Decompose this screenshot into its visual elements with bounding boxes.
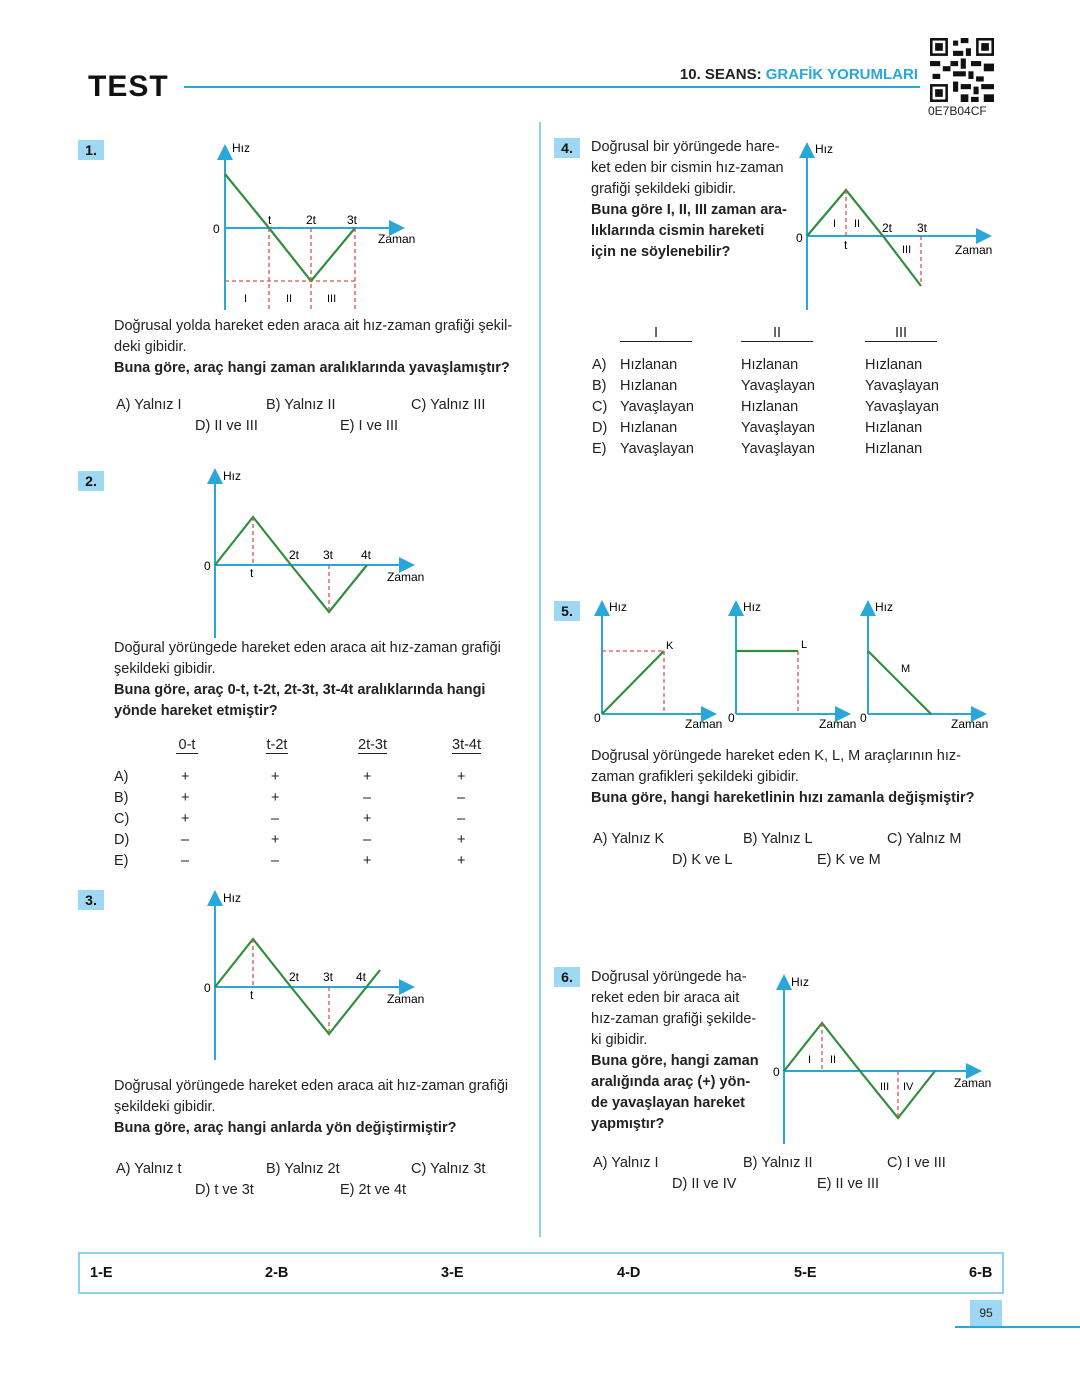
test-title: TEST	[88, 70, 169, 103]
graph-label-m: M	[901, 663, 911, 675]
tick-t: t	[250, 566, 254, 580]
option-cell: Yavaşlayan	[620, 440, 694, 457]
interval-I: I	[244, 293, 248, 305]
title-rule	[184, 86, 920, 88]
q6-option-d[interactable]: D) II ve IV	[672, 1176, 737, 1192]
q6-option-a[interactable]: A) Yalnız I	[593, 1155, 659, 1171]
option-cell: –	[363, 831, 372, 848]
axis-label-hiz: Hız	[791, 975, 809, 989]
option-cell: –	[181, 831, 190, 848]
answer-5: 5-E	[794, 1265, 817, 1281]
question-5-graphs	[585, 598, 995, 733]
question-6-number: 6.	[554, 967, 580, 987]
option-row[interactable]	[114, 808, 512, 829]
q1-option-e[interactable]: E) I ve III	[340, 418, 399, 434]
axis-label-zaman: Zaman	[387, 992, 425, 1006]
option-cell: –	[363, 789, 372, 806]
column-header-cell	[620, 323, 741, 354]
q6-option-b[interactable]: B) Yalnız II	[743, 1155, 813, 1171]
column-header-cell	[420, 735, 512, 766]
option-label[interactable]: A)	[114, 768, 129, 785]
m-axis-label-zaman: Zaman	[951, 717, 989, 731]
option-cell: +	[457, 768, 466, 785]
axis-label-hiz: Hız	[232, 141, 250, 155]
question-5-number: 5.	[554, 601, 580, 621]
option-cell: +	[181, 789, 190, 806]
option-cell: –	[457, 789, 466, 806]
option-label[interactable]: D)	[114, 831, 130, 848]
q1-option-a[interactable]: A) Yalnız I	[116, 397, 182, 413]
question-2-options-table	[114, 735, 512, 871]
l-axis-label-hiz: Hız	[743, 600, 761, 614]
option-row[interactable]	[592, 375, 975, 396]
tick-t: t	[844, 238, 848, 252]
l-axis-origin: 0	[728, 711, 735, 725]
option-cell: –	[271, 810, 280, 827]
option-cell: Yavaşlayan	[741, 419, 815, 436]
interval-II: II	[286, 293, 293, 305]
axis-origin: 0	[204, 981, 211, 995]
answer-2: 2-B	[265, 1265, 289, 1281]
q3-option-d[interactable]: D) t ve 3t	[195, 1182, 254, 1198]
q1-option-b[interactable]: B) Yalnız II	[266, 397, 336, 413]
question-1-graph	[205, 138, 425, 313]
q3-option-b[interactable]: B) Yalnız 2t	[266, 1161, 340, 1177]
question-3-number: 3.	[78, 890, 104, 910]
option-cell: Hızlanan	[620, 419, 678, 436]
axis-origin: 0	[796, 231, 803, 245]
option-cell: Hızlanan	[620, 356, 678, 373]
question-1-number: 1.	[78, 140, 104, 160]
question-6-text: Doğrusal yörüngede ha- reket eden bir araca ait hız-zaman grafiği şekilde- ki gibidir. Buna göre, hangi zaman aralığında araç (+) yön- de yavaşlayan hareket yapmıştır?	[591, 969, 759, 1132]
q6-option-c[interactable]: C) I ve III	[887, 1155, 946, 1171]
m-axis-origin: 0	[860, 711, 867, 725]
axis-origin: 0	[773, 1065, 780, 1079]
answer-key-box	[78, 1252, 1004, 1294]
question-5-text: Doğrusal yörüngede hareket eden K, L, M araçlarının hız- zaman grafikleri şekildeki gibidir. Buna göre, hangi hareketlinin hızı zamanla değişmiştir?	[591, 748, 975, 806]
question-3-text: Doğrusal yörüngede hareket eden araca ait hız-zaman grafiği şekildeki gibidir. Buna göre, araç hangi anlarda yön değiştirmiştir?	[114, 1078, 509, 1136]
interval-I: I	[808, 1054, 812, 1066]
q3-option-a[interactable]: A) Yalnız t	[116, 1161, 182, 1177]
column-divider	[539, 122, 541, 1237]
option-label[interactable]: E)	[592, 440, 607, 457]
question-2-text: Doğural yörüngede hareket eden araca ait hız-zaman grafiği şekildeki gibidir. Buna göre, araç 0-t, t-2t, 2t-3t, 3t-4t aralıklarında hangi yönde hareket etmiştir?	[114, 640, 501, 719]
interval-III: III	[327, 293, 337, 305]
k-axis-label-hiz: Hız	[609, 600, 627, 614]
table-corner	[114, 735, 144, 766]
axis-label-zaman: Zaman	[378, 232, 416, 246]
option-cell: +	[363, 810, 372, 827]
q5-option-b[interactable]: B) Yalnız L	[743, 831, 813, 847]
answer-6: 6-B	[969, 1265, 993, 1281]
m-axis-label-hiz: Hız	[875, 600, 893, 614]
question-4-graph	[790, 140, 1000, 315]
tick-t: t	[250, 988, 254, 1002]
interval-III: III	[902, 244, 912, 256]
axis-label-hiz: Hız	[223, 891, 241, 905]
axis-label-zaman: Zaman	[387, 570, 425, 584]
option-cell: +	[363, 768, 372, 785]
axis-label-zaman: Zaman	[954, 1076, 992, 1090]
option-row[interactable]	[114, 787, 512, 808]
tick-3t: 3t	[323, 970, 334, 984]
question-2-graph	[195, 466, 425, 641]
option-cell: Hızlanan	[741, 398, 799, 415]
tick-2t: 2t	[882, 221, 893, 235]
axis-label-hiz: Hız	[223, 469, 241, 483]
q6-option-e[interactable]: E) II ve III	[817, 1176, 880, 1192]
interval-I: I	[833, 218, 837, 230]
axis-origin: 0	[213, 222, 220, 236]
axis-label-zaman: Zaman	[955, 243, 993, 257]
q3-option-e[interactable]: E) 2t ve 4t	[340, 1182, 407, 1198]
tick-t: t	[268, 213, 272, 227]
tick-4t: 4t	[361, 548, 372, 562]
table-corner	[592, 323, 620, 354]
option-label[interactable]: B)	[592, 377, 607, 394]
tick-3t: 3t	[323, 548, 334, 562]
option-cell: +	[271, 831, 280, 848]
option-row[interactable]	[592, 438, 975, 459]
option-cell: Hızlanan	[620, 377, 678, 394]
option-cell: Yavaşlayan	[620, 398, 694, 415]
option-cell: +	[363, 852, 372, 869]
option-cell: +	[457, 831, 466, 848]
option-cell: –	[181, 852, 190, 869]
option-cell: Yavaşlayan	[865, 398, 939, 415]
column-header: I	[620, 325, 692, 342]
column-header: 2t-3t	[358, 737, 388, 753]
interval-IV: IV	[903, 1081, 914, 1093]
tick-4t: 4t	[356, 970, 367, 984]
interval-II: II	[830, 1054, 837, 1066]
question-4-number: 4.	[554, 138, 580, 158]
tick-2t: 2t	[289, 970, 300, 984]
answer-1: 1-E	[90, 1265, 113, 1281]
option-label[interactable]: C)	[114, 810, 130, 827]
option-label[interactable]: B)	[114, 789, 129, 806]
option-cell: Yavaşlayan	[741, 440, 815, 457]
qr-code-icon[interactable]	[930, 38, 994, 102]
option-cell: Yavaşlayan	[741, 377, 815, 394]
tick-3t: 3t	[917, 221, 928, 235]
tick-2t: 2t	[306, 213, 317, 227]
option-row[interactable]	[114, 829, 512, 850]
q5-option-e[interactable]: E) K ve M	[817, 852, 881, 868]
option-cell: Yavaşlayan	[865, 377, 939, 394]
option-label[interactable]: C)	[592, 398, 608, 415]
interval-III: III	[880, 1081, 890, 1093]
column-header-cell	[234, 735, 326, 766]
column-header-cell	[741, 323, 865, 354]
axis-origin: 0	[204, 559, 211, 573]
q3-option-c[interactable]: C) Yalnız 3t	[411, 1161, 486, 1177]
option-cell: Hızlanan	[865, 356, 923, 373]
interval-II: II	[854, 218, 861, 230]
option-cell: Hızlanan	[741, 356, 799, 373]
question-6-graph	[765, 972, 995, 1147]
column-header-cell	[326, 735, 420, 766]
question-3-graph	[195, 888, 425, 1063]
graph-label-k: K	[666, 640, 674, 652]
graph-label-l: L	[801, 639, 808, 651]
option-label[interactable]: D)	[592, 419, 608, 436]
session-title	[680, 66, 918, 83]
option-cell: Hızlanan	[865, 419, 923, 436]
option-cell: +	[181, 768, 190, 785]
option-cell: –	[271, 852, 280, 869]
qr-code-label: 0E7B04CF	[928, 104, 987, 118]
question-1-text: Doğrusal yolda hareket eden araca ait hız-zaman grafiği şekil- deki gibidir. Buna göre, araç hangi zaman aralıklarında yavaşlamıştır?	[114, 318, 513, 376]
session-number: 10. SEANS:	[679, 66, 762, 83]
tick-2t: 2t	[289, 548, 300, 562]
question-4-options-table	[592, 323, 975, 459]
option-label[interactable]: E)	[114, 852, 129, 869]
column-header: t-2t	[266, 737, 288, 753]
option-cell: Hızlanan	[865, 440, 923, 457]
column-header-cell	[865, 323, 975, 354]
question-4-text: Doğrusal bir yörüngede hare- ket eden bir cismin hız-zaman grafiği şekildeki gibidir. Buna göre I, II, III zaman ara- lıklarında cismin hareketi için ne söylenebilir?	[591, 139, 787, 260]
option-label[interactable]: A)	[592, 356, 607, 373]
q5-option-a[interactable]: A) Yalnız K	[593, 831, 665, 847]
option-row[interactable]	[592, 396, 975, 417]
tick-3t: 3t	[347, 213, 358, 227]
column-header-cell	[144, 735, 234, 766]
page-number-rule	[955, 1326, 1080, 1328]
option-row[interactable]	[592, 354, 975, 375]
option-cell: +	[457, 852, 466, 869]
column-header: II	[741, 325, 813, 342]
option-row[interactable]	[114, 850, 512, 871]
option-row[interactable]	[114, 766, 512, 787]
option-cell: +	[271, 789, 280, 806]
k-axis-origin: 0	[594, 711, 601, 725]
page-number: 95	[970, 1300, 1002, 1326]
q5-option-d[interactable]: D) K ve L	[672, 852, 733, 868]
column-header: 3t-4t	[452, 737, 482, 753]
q1-option-c[interactable]: C) Yalnız III	[411, 397, 486, 413]
axis-label-hiz: Hız	[815, 142, 833, 156]
session-topic: GRAFİK YORUMLARI	[765, 66, 918, 83]
column-header: 0-t	[176, 737, 198, 754]
option-row[interactable]	[592, 417, 975, 438]
question-2-number: 2.	[78, 471, 104, 491]
option-cell: +	[181, 810, 190, 827]
q5-option-c[interactable]: C) Yalnız M	[887, 831, 962, 847]
option-cell: –	[457, 810, 466, 827]
q1-option-d[interactable]: D) II ve III	[195, 418, 258, 434]
answer-4: 4-D	[617, 1265, 641, 1281]
answer-3: 3-E	[441, 1265, 464, 1281]
k-axis-label-zaman: Zaman	[685, 717, 723, 731]
column-header: III	[865, 325, 937, 342]
l-axis-label-zaman: Zaman	[819, 717, 857, 731]
option-cell: +	[271, 768, 280, 785]
